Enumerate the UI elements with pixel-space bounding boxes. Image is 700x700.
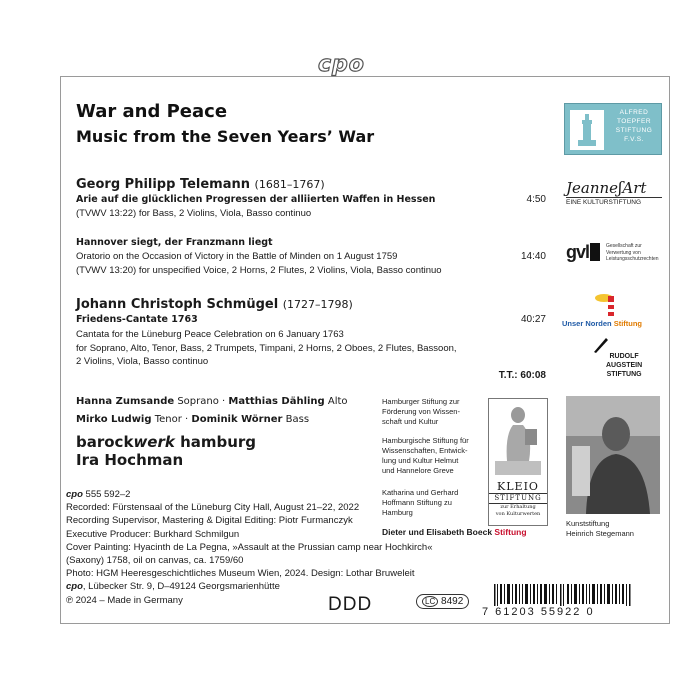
composer-name: Georg Philipp Telemann xyxy=(76,177,251,192)
ensemble-name: barockwerk hamburg xyxy=(76,433,257,451)
credits: cpo 555 592–2 Recorded: Fürstensaal of the Lüneburg City Hall, August 21–22, 2022 Recording Supervisor, Mastering & Digital Editing: Piotr Furmanczyk Executive Producer: Burkhard Schmilgun Cover Painting: Hyacinth de La Pegna, »Assault at the Prussian camp near Hochkirch« (Saxony) 1758, oil on canvas, ca. 1759/60 Photo: HGM Heeresgeschichtliches Museum Wien, 2024. Design: Lothar Bruweleit cpo, Lübecker Str. 9, D–49124 Georgsmarienhütte ℗ 2024 – Made in Germany xyxy=(66,489,433,606)
portrait-image xyxy=(566,396,660,514)
hoffmann-stiftung: Katharina und Gerhard Hoffmann Stiftung zu Hamburg xyxy=(382,488,459,517)
work-details: Cantata for the Lüneburg Peace Celebration on 6 January 1763 for Soprano, Alto, Tenor, Bass, 2 Trumpets, Timpani, 2 Horns, 2 Oboes, 2 Flutes, Bassoon, 2 Violins, Viola, Basso continuo xyxy=(76,329,457,367)
jeanne-art-logo: JeanneʃArt EINE KULTURSTIFTUNG xyxy=(566,178,662,206)
lighthouse-icon xyxy=(592,292,622,318)
album-subtitle: Music from the Seven Years’ War xyxy=(76,127,375,146)
track-duration: 14:40 xyxy=(520,251,546,262)
performers-line-1: Hanna Zumsande Soprano · Matthias Dähling Alto xyxy=(76,396,348,407)
monument-icon xyxy=(570,110,604,150)
composer-dates: (1681–1767) xyxy=(254,178,325,191)
composer-name: Johann Christoph Schmügel xyxy=(76,297,279,312)
cpo-logo: cpo xyxy=(318,52,365,77)
muse-statue-icon xyxy=(489,399,547,481)
work-details: Oratorio on the Occasion of Victory in the Battle of Minden on 1 August 1759 (TVWV 13:20) for unspecified Voice, 2 Horns, 2 Flutes, 2 Violins, Viola, Basso continuo xyxy=(76,251,442,276)
kleio-logo: KLEIO STIFTUNG zur Erhaltung von Kulturwerten xyxy=(488,398,548,526)
hamburgische-stiftung: Hamburgische Stiftung für Wissenschaften, Entwick- lung und Kultur Helmut und Hannelore Greve xyxy=(382,436,469,475)
label-address: cpo, Lübecker Str. 9, D–49124 Georgsmarienhütte xyxy=(66,581,280,593)
track-duration: 40:27 xyxy=(520,314,546,325)
boeck-stiftung: Dieter und Elisabeth Boeck Stiftung xyxy=(382,527,527,537)
barcode-number: 7 61203 55922 0 xyxy=(482,606,595,618)
gvl-logo: gvl Gesellschaft zur Verwertung von Leistungsschutzrechten xyxy=(566,242,659,262)
stegemann-portrait xyxy=(566,396,660,514)
album-title: War and Peace xyxy=(76,101,228,122)
alfred-toepfer-logo: ALFRED TOEPFER STIFTUNG F.V.S. xyxy=(564,103,662,155)
work-title: Friedens-Cantate 1763 xyxy=(76,314,198,325)
work-title: Arie auf die glücklichen Progressen der alliierten Waffen in Hessen xyxy=(76,194,436,205)
composer-dates: (1727–1798) xyxy=(282,298,353,311)
hamburger-stiftung: Hamburger Stiftung zur Förderung von Wissen- schaft und Kultur xyxy=(382,397,460,426)
total-time: T.T.: 60:08 xyxy=(498,370,546,381)
barcode-icon xyxy=(494,584,646,606)
performers-line-2: Mirko Ludwig Tenor · Dominik Wörner Bass xyxy=(76,414,310,425)
composer-schmuegel xyxy=(76,297,353,312)
lc-code: LC 8492 xyxy=(416,594,469,609)
work-details: (TVWV 13:22) for Bass, 2 Violins, Viola, Basso continuo xyxy=(76,208,312,219)
track-duration: 4:50 xyxy=(526,194,546,205)
ddd-mark: DDD xyxy=(328,594,373,615)
conductor-name: Ira Hochman xyxy=(76,451,184,469)
stegemann-caption: Kunststiftung Heinrich Stegemann xyxy=(566,519,634,538)
composer-telemann xyxy=(76,177,325,192)
catalog-number: cpo 555 592–2 xyxy=(66,489,131,500)
work-title: Hannover siegt, der Franzmann liegt xyxy=(76,237,273,248)
